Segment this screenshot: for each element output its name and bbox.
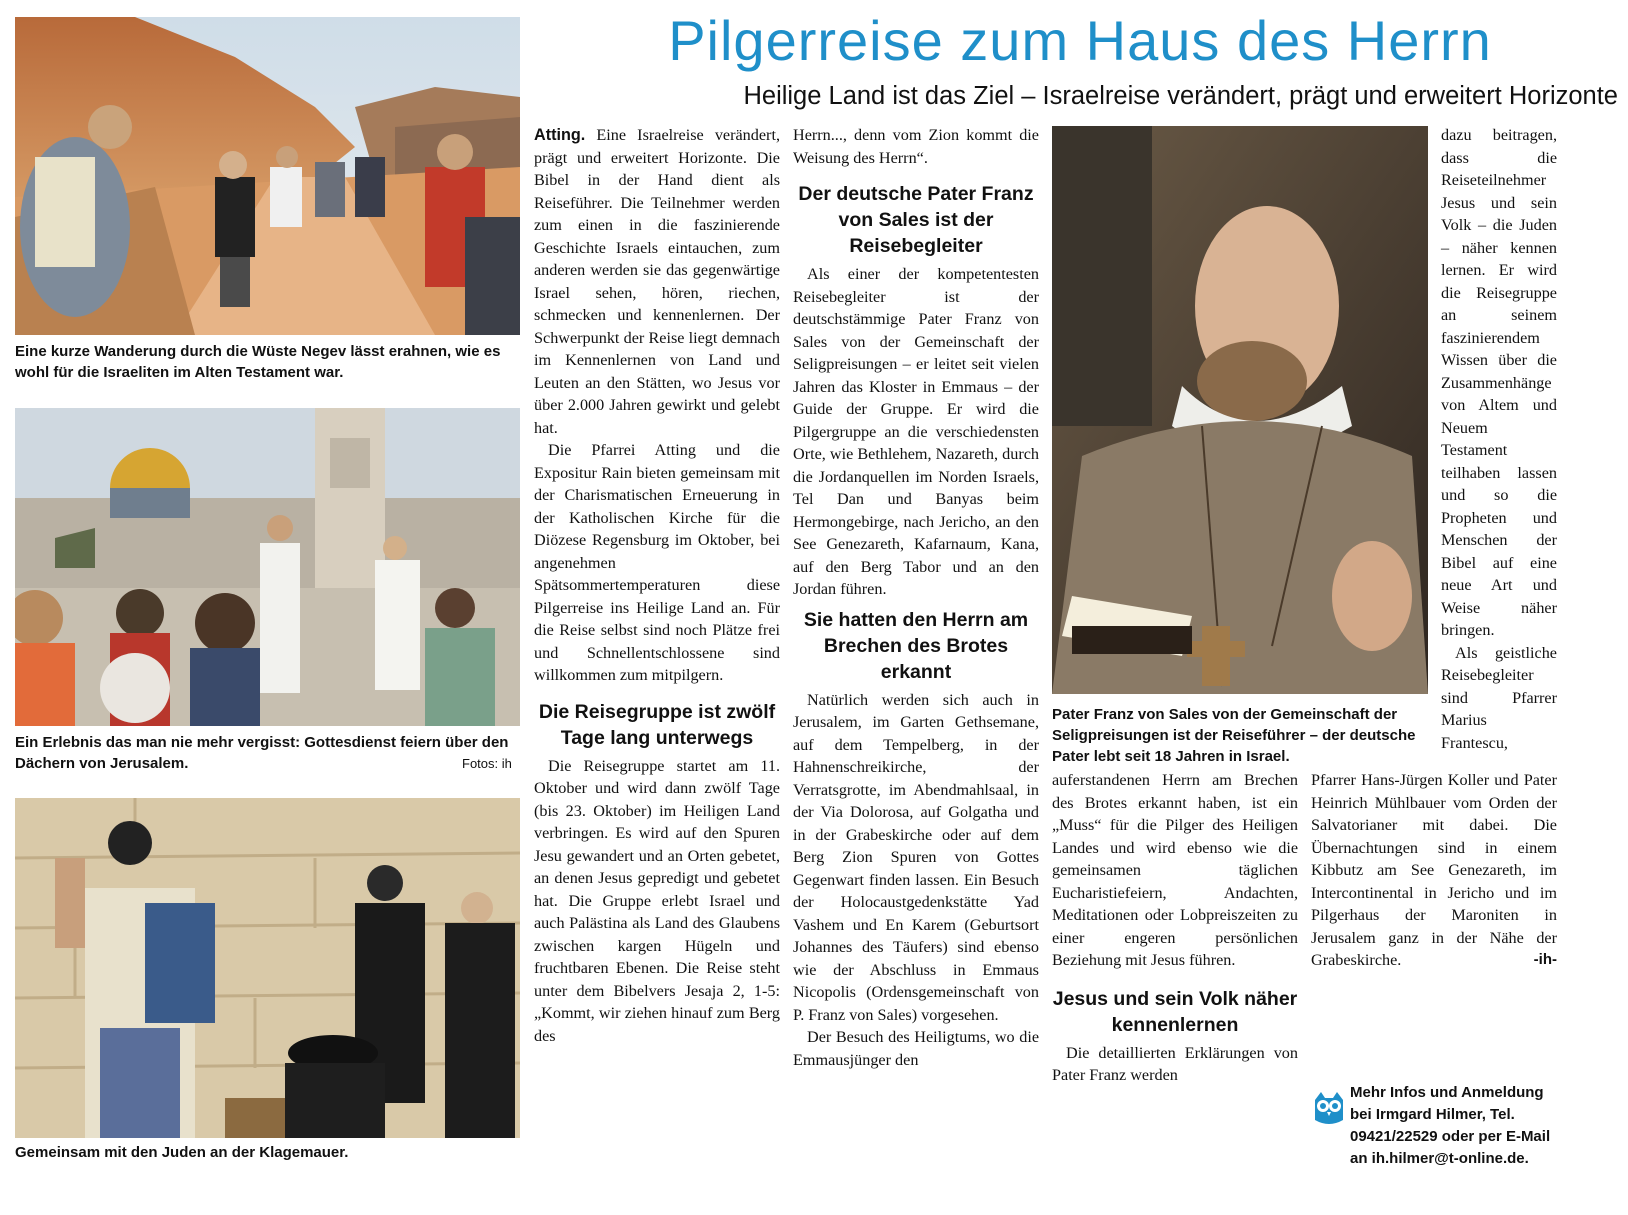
western-wall-photo — [15, 798, 520, 1138]
col2-paragraph-1: Als einer der kompetentesten Reisebegleiter ist der deutschstämmige Pater Franz von Sales von der Gemeinschaft der Seligpreisungen – er leitet seit vielen Jahren das Kloster in Emmaus – der Guide der Gruppe. Er wird die Pilgergruppe an die verschiedensten Orte, wie Bethlehem, Nazareth, durch die Jordanquellen im Norden Israels, Tel Dan und Banyas beim Hermongebirge, nach Jericho, an den See Genezareth, Kafarnaum, Kana, auf den Berg Tabor und an den Jordan führen. — [793, 265, 1039, 598]
col2-paragraph-2: Natürlich werden sich auch in Jerusalem, im Garten Gethsemane, auf dem Tempelberg, in der Hahnenschreikirche, der Verratsgrotte, im Abendmahlsaal, in der Via Dolorosa, auf Golgatha und in der Grabeskirche oder auf dem Berg Zion Spuren von Gottes Gegenwart finden lassen. Ein Besuch der Holocaustgedenkstätte Yad Vashem und En Karem (Geburtsort Johannes des Täufers) sind ebenso wie der Abschluss in Emmaus Nicopolis (Ordensgemeinschaft von P. Franz von Sales) vorgesehen. — [793, 690, 1039, 1024]
priest-photo — [1052, 126, 1428, 694]
desert-photo-caption: Eine kurze Wanderung durch die Wüste Negev lässt erahnen, wie es wohl für die Israeliten im Alten Testament war. — [15, 343, 501, 381]
col1-paragraph-3: Die Reisegruppe startet am 11. Oktober und wird dann zwölf Tage (bis 23. Oktober) im Heiligen Land verbringen. Es wird auf den Spuren Jesu gewandert und an Orten gebetet, an denen Jesus gepredigt und gebetet hat. Die Gruppe erlebt Israel und auch Palästina als Land des Glaubens zwischen kargen Hügeln und fruchtbaren Ebenen. Die Reise steht unter dem Bibelvers Jesaja 2, 1-5: „Kommt, wir ziehen hinauf zum Berg des — [534, 756, 780, 1045]
article-column-4-lower — [1311, 769, 1557, 972]
article-column-1 — [534, 124, 780, 1047]
jerusalem-mass-photo — [15, 408, 520, 726]
col1-paragraph-1: Eine Israelreise verändert, prägt und erweitert Horizonte. Die Bibel in der Hand dient als Reiseführer. Die Teilnehmer werden zum einen in die faszinierende Geschichte Israels eintauchen, zum anderen werden sie das gegenwärtige Israel sehen, hören, riechen, schmecken und kennenlernen. Der Schwerpunkt der Reise liegt demnach im Kennenlernen von Land und Leuten an den Stätten, wo Jesus vor über 2.000 Jahren gewirkt und gelebt hat. — [534, 126, 780, 437]
subhead-reisegruppe: Die Reisegruppe ist zwölf Tage lang unterwegs — [538, 700, 776, 749]
priest-photo-caption: Pater Franz von Sales von der Gemeinschaft der Seligpreisungen ist der Reiseführer – der deutsche Pater lebt seit 18 Jahren in Israel. — [1052, 706, 1416, 765]
dateline: Atting. — [534, 126, 586, 144]
photo-credit: Fotos: ih — [462, 756, 512, 771]
subhead-jesus: Jesus und sein Volk näher kennenlernen — [1052, 987, 1298, 1036]
headline: Pilgerreise zum Haus des Herrn — [668, 9, 1492, 72]
col2-paragraph-3: Der Besuch des Heiligtums, wo die Emmausjünger den — [793, 1028, 1039, 1069]
article-column-4-upper — [1441, 124, 1557, 754]
author-signature: -ih- — [1533, 951, 1557, 968]
article-column-2 — [793, 124, 1039, 1071]
article-column-3 — [1052, 769, 1298, 1087]
col2-paragraph-0: Herrn..., denn vom Zion kommt die Weisung des Herrn“. — [793, 126, 1039, 167]
subhead-brot: Sie hatten den Herrn am Brechen des Brotes erkannt — [803, 608, 1029, 683]
subheadline: Heilige Land ist das Ziel – Israelreise verändert, prägt und erweitert Horizonte — [743, 82, 1618, 110]
subhead-pater: Der deutsche Pater Franz von Sales ist der Reisebegleiter — [798, 183, 1034, 257]
col3-paragraph-2: Die detaillierten Erklärungen von Pater Franz werden — [1052, 1043, 1298, 1084]
owl-icon — [1311, 1090, 1347, 1126]
desert-hike-photo — [15, 17, 520, 335]
jerusalem-photo-caption: Ein Erlebnis das man nie mehr vergisst: Gottesdienst feiern über den Dächern von Jerusalem. — [15, 734, 509, 772]
col4-paragraph-1: dazu beitragen, dass die Reiseteilnehmer Jesus und sein Volk – die Juden – näher kennen lernen. Er wird die Reisegruppe an seinem faszinierendem Wissen über die Zusammenhänge von Altem und Neuem Testament teilhaben lassen und so die Propheten und Menschen der Bibel auf eine neue Art und Weise näher bringen. — [1441, 126, 1557, 639]
wall-photo-caption: Gemeinsam mit den Juden an der Klagemauer. — [15, 1144, 349, 1161]
col4-paragraph-2b: Pfarrer Hans-Jürgen Koller und Pater Heinrich Mühlbauer vom Orden der Salvatorianer mit dabei. Die Übernachtungen sind in einem Kibbutz am See Genezareth, im Intercontinental in Jericho und im Pilgerhaus der Maroniten in Jerusalem ganz in der Nähe der Grabeskirche. — [1311, 771, 1557, 969]
col3-paragraph-1: auferstandenen Herrn am Brechen des Brotes erkannt haben, ist ein „Muss“ für die Pilger des Heiligen Landes und wird ebenso wie die gemeinsamen täglichen Eucharistiefeiern, Andachten, Meditationen oder Lobpreiszeiten zu einer engeren persönlichen Beziehung mit Jesus führen. — [1052, 771, 1298, 969]
col4-paragraph-2a: Als geistliche Reisebegleiter sind Pfarrer Marius Frantescu, — [1441, 643, 1557, 752]
col1-paragraph-2: Die Pfarrei Atting und die Expositur Rain bieten gemeinsam mit der Charismatischen Erneuerung in der Katholischen Kirche für die Diözese Regensburg im Oktober, bei angenehmen Spätsommertemperaturen diese Pilgerreise ins Heilige Land an. Für die Reise selbst sind noch Plätze frei und Schnellentschlossene sind willkommen zum mitpilgern. — [534, 441, 780, 684]
info-box-text: Mehr Infos und Anmeldung bei Irmgard Hilmer, Tel. 09421/22529 oder per E-Mail an ih.hilmer@t-online.de. — [1350, 1084, 1551, 1167]
